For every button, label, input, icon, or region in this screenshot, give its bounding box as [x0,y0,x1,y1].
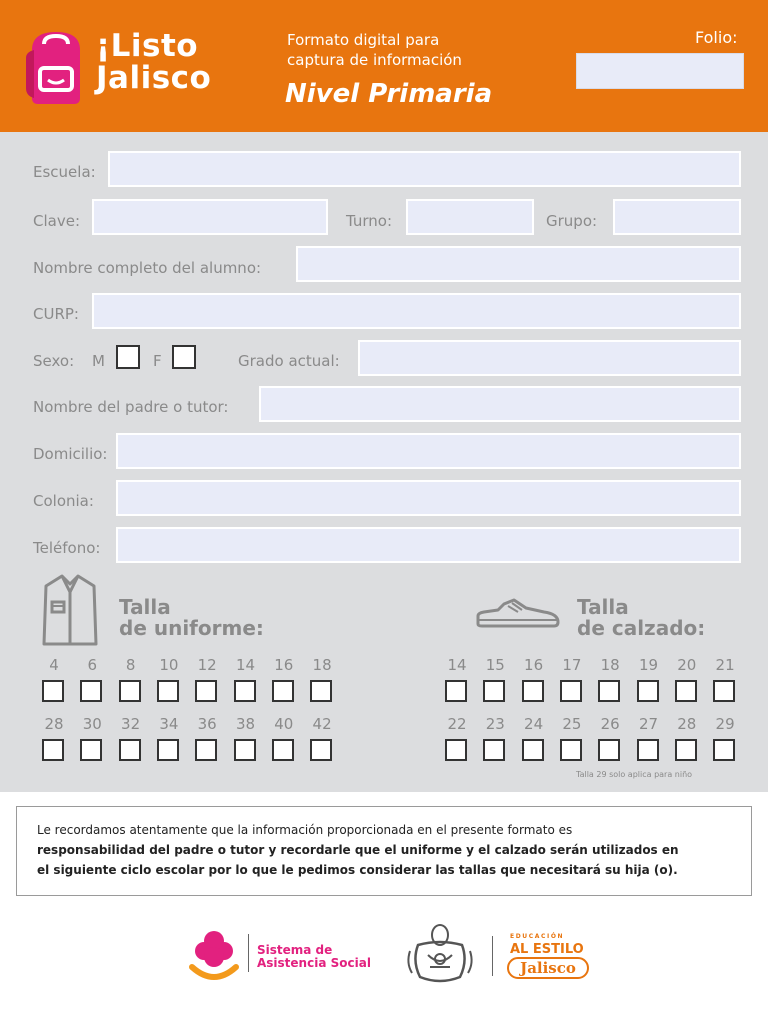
shoe-size-label: 19 [638,656,659,674]
uniform-size-label: 28 [44,715,64,733]
uniform-size-label: 16 [274,656,294,674]
uniform-size-label: 38 [235,715,256,733]
shoe-icon [474,596,560,630]
shoe-size-checkbox[interactable] [445,680,467,702]
notice-line3: el siguiente ciclo escolar por lo que le pedimos considerar las tallas que necesitará su hija (o). [37,863,678,877]
shoe-size-label: 15 [485,656,505,674]
shoe-size-checkbox[interactable] [637,739,659,761]
grupo-label: Grupo: [546,212,598,230]
colonia-label: Colonia: [33,492,94,510]
uniform-size-label: 32 [121,715,141,733]
uniform-size-label: 34 [159,715,179,733]
shoe-size-label: 28 [677,715,697,733]
backpack-logo-icon [22,28,90,108]
shoe-size-checkbox[interactable] [483,739,505,761]
clave-field[interactable] [92,199,328,235]
uniform-size-label: 40 [274,715,294,733]
grado-field[interactable] [358,340,741,376]
shoe-size-title [577,597,705,639]
uniform-size-label: 30 [82,715,102,733]
uniform-size-checkbox[interactable] [80,680,102,702]
sexo-f-label: F [153,352,162,370]
dif-line2: Asistencia Social [257,956,371,970]
shoe-size-label: 29 [715,715,735,733]
domicilio-label: Domicilio: [33,445,108,463]
logo-line2: Jalisco [96,60,212,96]
uniform-size-label: 12 [197,656,217,674]
uniform-size-checkbox[interactable] [195,739,217,761]
shoe-size-checkbox[interactable] [598,680,620,702]
telefono-label: Teléfono: [33,539,101,557]
uniform-size-label: 14 [235,656,256,674]
shoe-size-label: 17 [562,656,582,674]
form-subtitle [287,30,462,70]
shoe-size-label: 21 [715,656,735,674]
uniform-size-checkbox[interactable] [157,680,179,702]
telefono-field[interactable] [116,527,741,563]
shoe-size-checkbox[interactable] [483,680,505,702]
header [0,0,768,132]
shirt-icon [38,572,102,648]
shoe-size-label: 27 [638,715,659,733]
notice-line1: Le recordamos atentamente que la información proporcionada en el presente formato es [37,823,573,837]
turno-label: Turno: [346,212,393,230]
shoe-size-label: 16 [524,656,544,674]
shoe-size-label: 26 [600,715,620,733]
shoe-size-checkbox[interactable] [522,739,544,761]
jalisco-coat-of-arms-icon [404,921,476,985]
uniform-size-checkbox[interactable] [42,680,64,702]
shoe-title-line2: de calzado: [577,616,706,640]
uniform-size-checkbox[interactable] [42,739,64,761]
subtitle-line2: captura de información [287,51,462,69]
uniform-size-label: 18 [312,656,332,674]
edu-label-mid: AL ESTILO [510,942,584,957]
shoe-size-label: 18 [600,656,620,674]
edu-label-bot: Jalisco [507,957,589,979]
uniform-size-checkbox[interactable] [310,739,332,761]
dif-line1: Sistema de [257,943,333,957]
uniform-title-line1: Talla [119,595,171,619]
uniform-size-label: 10 [159,656,179,674]
notice-line2: responsabilidad del padre o tutor y recordarle que el uniforme y el calzado serán utilizados en [37,843,679,857]
level-title: Nivel Primaria [285,79,493,109]
shoe-size-checkbox[interactable] [637,680,659,702]
dif-text [257,944,371,970]
logo-line1: ¡Listo [96,28,199,64]
uniform-size-checkbox[interactable] [234,739,256,761]
uniform-size-checkbox[interactable] [272,739,294,761]
nombre-alumno-field[interactable] [296,246,741,282]
shoe-size-label: 22 [447,715,467,733]
footer-separator [248,934,249,972]
shoe-size-checkbox[interactable] [713,680,735,702]
shoe-size-checkbox[interactable] [675,680,697,702]
shoe-size-label: 23 [485,715,505,733]
shoe-size-checkbox[interactable] [445,739,467,761]
sexo-f-checkbox[interactable] [172,345,196,369]
edu-label-top: EDUCACIÓN [510,933,565,940]
uniform-size-label: 8 [125,656,136,674]
uniform-size-label: 6 [87,656,98,674]
escuela-label: Escuela: [33,163,96,181]
grupo-field[interactable] [613,199,741,235]
folio-field[interactable] [576,53,744,89]
dif-logo-icon [188,925,240,983]
sexo-m-label: M [92,352,105,370]
uniform-size-checkbox[interactable] [80,739,102,761]
uniform-size-label: 36 [197,715,217,733]
clave-label: Clave: [33,212,80,230]
turno-field[interactable] [406,199,534,235]
uniform-size-checkbox[interactable] [157,739,179,761]
uniform-size-label: 4 [49,656,59,674]
uniform-size-checkbox[interactable] [234,680,256,702]
shoe-size-checkbox[interactable] [522,680,544,702]
folio-label: Folio: [695,28,738,47]
uniform-size-checkbox[interactable] [195,680,217,702]
shoe-size-label: 25 [562,715,582,733]
uniform-title-line2: de uniforme: [119,616,264,640]
footer-separator-2 [492,936,493,976]
padre-field[interactable] [259,386,741,422]
nombre-alumno-label: Nombre completo del alumno: [33,259,262,277]
escuela-field[interactable] [108,151,741,187]
uniform-size-checkbox[interactable] [272,680,294,702]
shoe-size-checkbox[interactable] [598,739,620,761]
shoe-size-label: 20 [677,656,697,674]
shoe-size-note: Talla 29 solo aplica para niño [576,770,693,779]
padre-label: Nombre del padre o tutor: [33,398,229,416]
shoe-size-label: 24 [524,715,544,733]
subtitle-line1: Formato digital para [287,31,440,49]
shoe-size-checkbox[interactable] [713,739,735,761]
notice-box [16,806,752,896]
uniform-size-title [119,597,264,639]
program-logo-text [96,30,211,94]
grado-label: Grado actual: [238,352,340,370]
colonia-field[interactable] [116,480,741,516]
sexo-m-checkbox[interactable] [116,345,140,369]
shoe-size-label: 14 [447,656,467,674]
uniform-size-checkbox[interactable] [119,739,141,761]
shoe-title-line1: Talla [577,595,629,619]
domicilio-field[interactable] [116,433,741,469]
shoe-size-checkbox[interactable] [560,739,582,761]
shoe-size-checkbox[interactable] [675,739,697,761]
uniform-size-checkbox[interactable] [310,680,332,702]
uniform-size-checkbox[interactable] [119,680,141,702]
sexo-label: Sexo: [33,352,75,370]
shoe-size-checkbox[interactable] [560,680,582,702]
curp-field[interactable] [92,293,741,329]
curp-label: CURP: [33,305,79,323]
uniform-size-label: 42 [312,715,332,733]
